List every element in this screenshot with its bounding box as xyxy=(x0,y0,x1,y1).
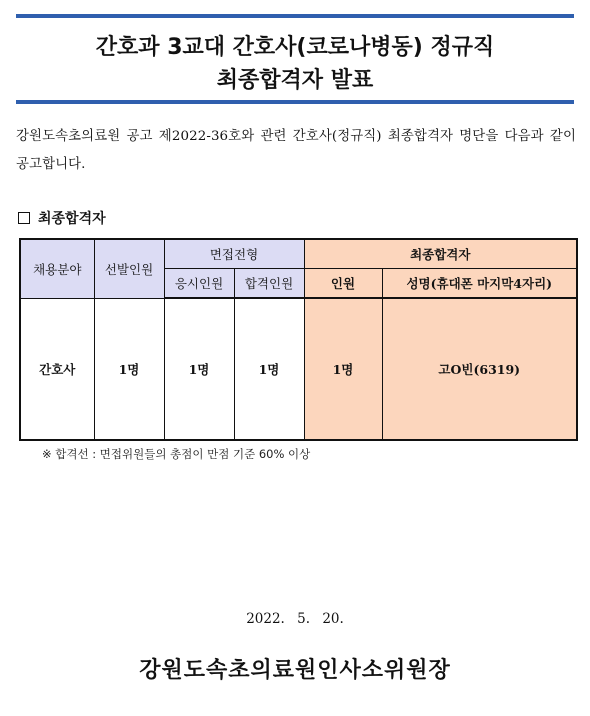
announcement-date: 2022. 5. 20. xyxy=(246,611,344,627)
passing-criteria-note: ※ 합격선 : 면접위원들의 총점이 만점 기준 60% 이상 xyxy=(42,447,311,461)
page-title-line1: 간호과 3교대 간호사(코로나병동) 정규직 xyxy=(95,35,495,60)
cell-final-count: 1명 xyxy=(304,298,382,440)
section-title: 최종합격자 xyxy=(38,211,106,227)
page-title-line2: 최종합격자 발표 xyxy=(216,68,374,93)
cell-applicants: 1명 xyxy=(164,298,234,440)
header-passed: 합격인원 xyxy=(234,269,304,299)
header-interview: 면접전형 xyxy=(164,239,304,269)
cell-field: 간호사 xyxy=(20,298,94,440)
bottom-rule xyxy=(16,100,574,104)
cell-selection-count: 1명 xyxy=(94,298,164,440)
section-heading xyxy=(18,208,106,228)
header-final: 최종합격자 xyxy=(304,239,577,269)
notice-paragraph: 강원도속초의료원 공고 제2022-36호와 관련 간호사(정규직) 최종합격자 명단을 다음과 같이 공고합니다. xyxy=(16,129,576,172)
signer-name: 강원도속초의료원인사소위원장 xyxy=(139,657,451,683)
cell-name: 고O빈(6319) xyxy=(382,298,577,440)
header-name: 성명(휴대폰 마지막4자리) xyxy=(382,269,577,299)
header-applicants: 응시인원 xyxy=(164,269,234,299)
table-row xyxy=(20,298,577,440)
result-table xyxy=(19,238,578,441)
top-rule xyxy=(16,14,574,18)
checkbox-square-icon xyxy=(18,212,30,224)
header-field: 채용분야 xyxy=(20,239,94,298)
cell-passed: 1명 xyxy=(234,298,304,440)
header-final-count: 인원 xyxy=(304,269,382,299)
header-selection-count: 선발인원 xyxy=(94,239,164,298)
